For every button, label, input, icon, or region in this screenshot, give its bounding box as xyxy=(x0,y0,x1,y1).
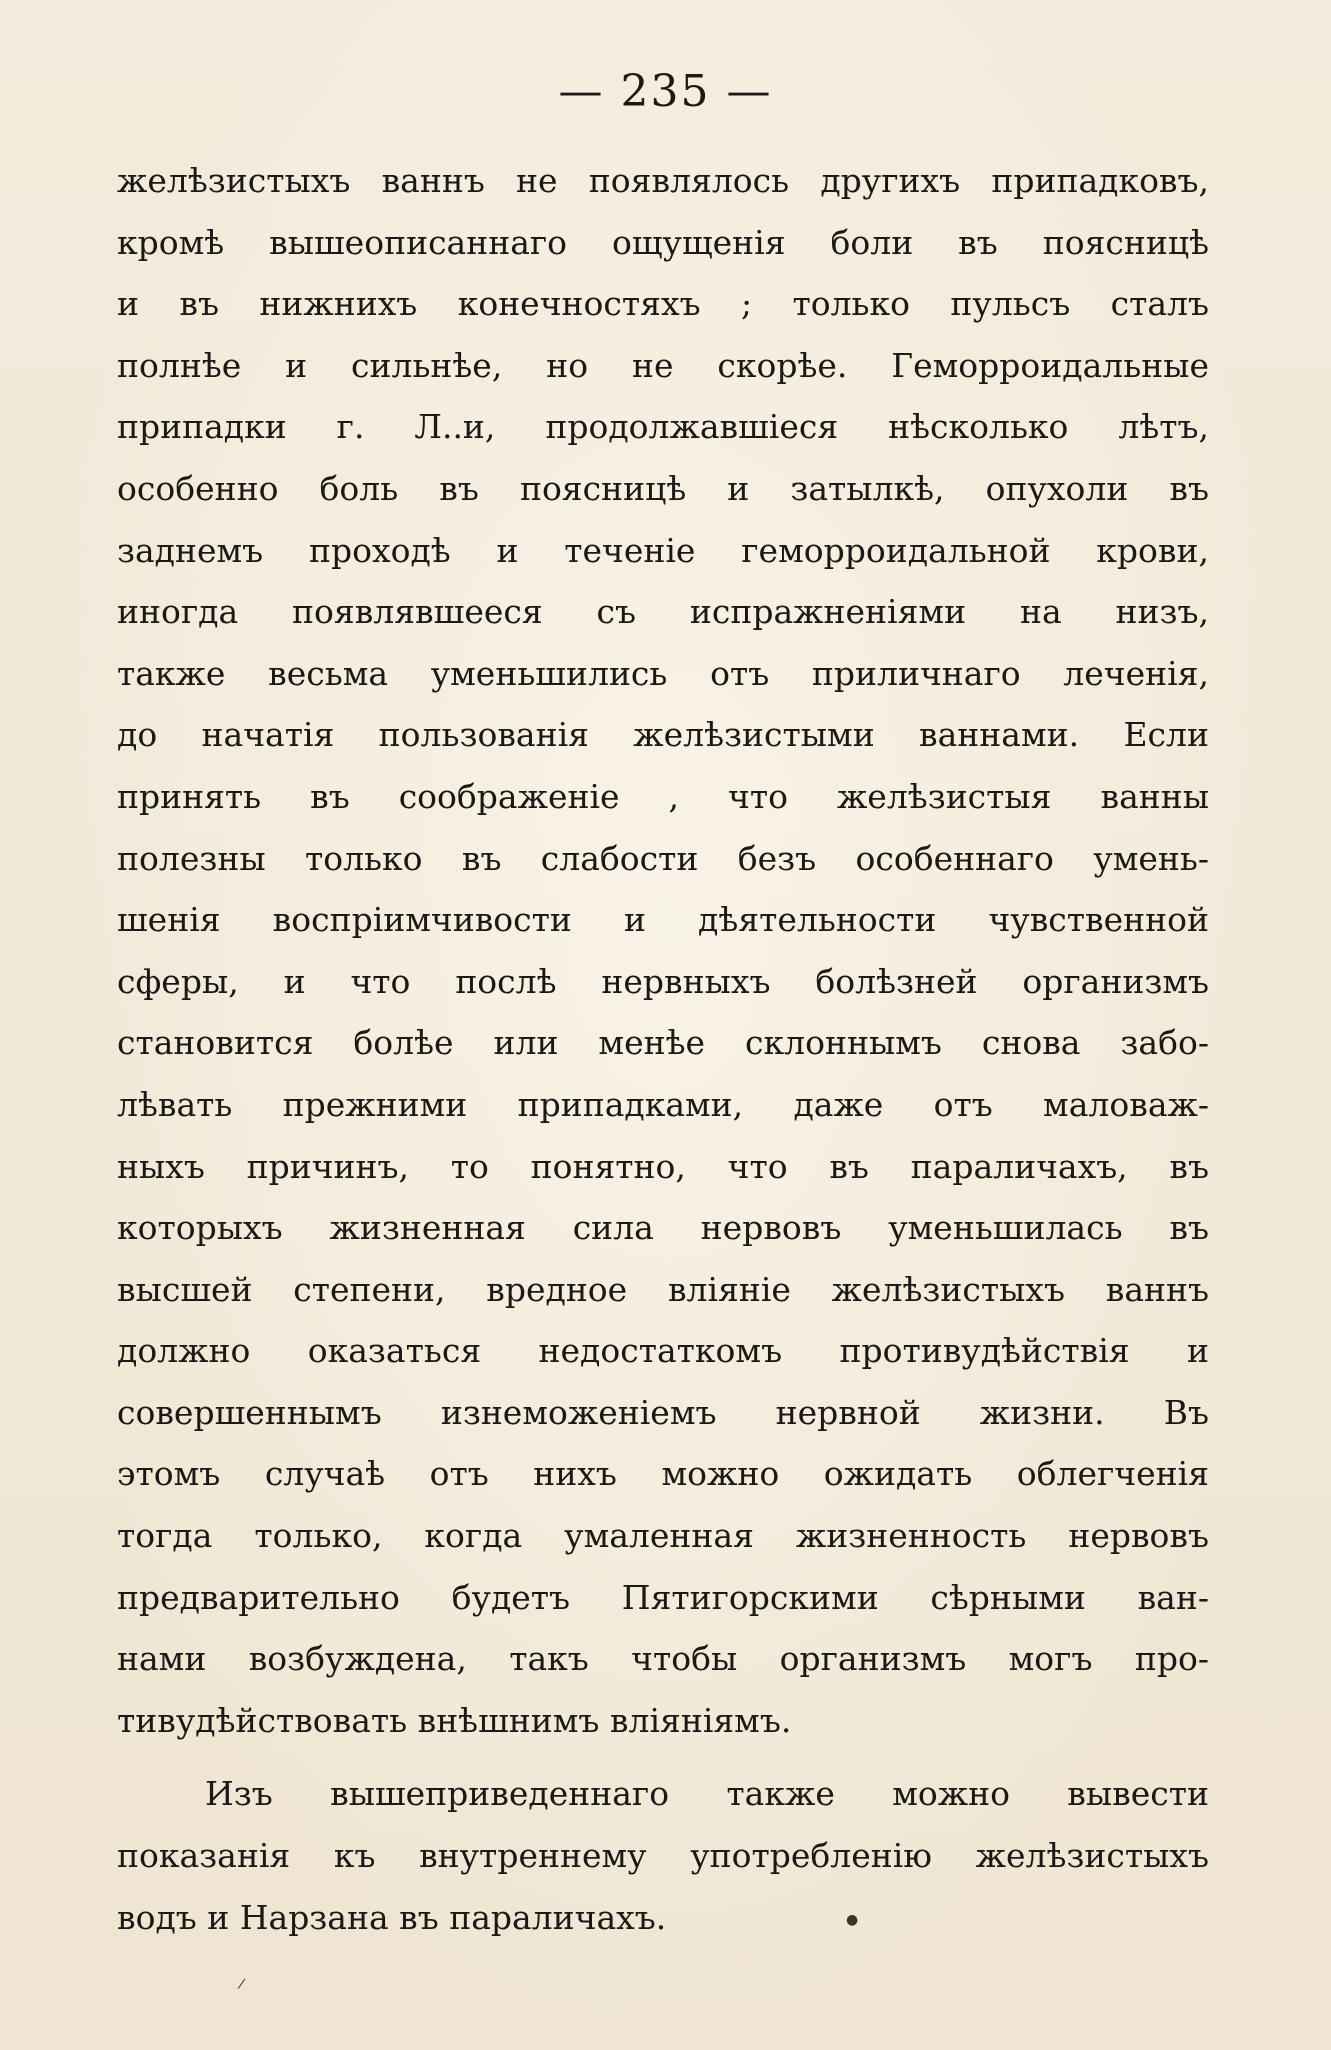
body-text xyxy=(117,150,1209,1948)
text-line: становится болѣе или менѣе склоннымъ снова забо- xyxy=(117,1023,1209,1063)
ink-speck: ● xyxy=(846,1912,859,1928)
text-line: полнѣе и сильнѣе, но не скорѣе. Геморроидальные xyxy=(117,345,1209,385)
text-line: заднемъ проходѣ и теченіе геморроидальной крови, xyxy=(117,530,1209,570)
text-line: припадки г. Л..и, продолжавшіеся нѣсколько лѣтъ, xyxy=(117,407,1209,447)
text-line: лѣвать прежними припадками, даже отъ маловаж- xyxy=(117,1084,1209,1124)
paragraph-gap xyxy=(117,1751,1209,1763)
text-line: которыхъ жизненная сила нервовъ уменьшилась въ xyxy=(117,1208,1209,1248)
paragraph-1 xyxy=(117,150,1209,1751)
text-line: и въ нижнихъ конечностяхъ ; только пульсъ сталъ xyxy=(117,284,1209,324)
text-line: принять въ соображеніе , что желѣзистыя ванны xyxy=(117,776,1209,816)
text-line: желѣзистыхъ ваннъ не появлялось другихъ припадковъ, xyxy=(117,161,1209,200)
ink-mark: | xyxy=(236,1976,248,1990)
text-line: полезны только въ слабости безъ особеннаго умень- xyxy=(117,838,1209,878)
text-line: Изъ вышеприведеннаго также можно вывести xyxy=(205,1774,1209,1814)
text-line: тивудѣйствовать внѣшнимъ вліяніямъ. xyxy=(117,1700,792,1740)
paragraph-2 xyxy=(117,1763,1209,1948)
text-line: также весьма уменьшились отъ приличнаго леченія, xyxy=(117,653,1209,693)
text-line: до начатія пользованія желѣзистыми ваннами. Если xyxy=(117,715,1209,755)
text-line: нами возбуждена, такъ чтобы организмъ могъ про- xyxy=(117,1639,1209,1679)
text-line: сферы, и что послѣ нервныхъ болѣзней организмъ xyxy=(117,961,1209,1001)
text-line: особенно боль въ поясницѣ и затылкѣ, опухоли въ xyxy=(117,468,1209,508)
text-line: шенія воспріимчивости и дѣятельности чувственной xyxy=(117,900,1209,940)
text-line: ныхъ причинъ, то понятно, что въ параличахъ, въ xyxy=(117,1146,1209,1186)
text-line: кромѣ вышеописаннаго ощущенія боли въ поясницѣ xyxy=(117,222,1209,262)
text-line: иногда появлявшееся съ испражненіями на низъ, xyxy=(117,592,1209,632)
text-line: тогда только, когда умаленная жизненность нервовъ xyxy=(117,1516,1209,1556)
page-number: — 235 — xyxy=(558,66,773,117)
text-line: предварительно будетъ Пятигорскими сѣрными ван- xyxy=(117,1577,1209,1617)
text-line: водъ и Нарзана въ параличахъ. xyxy=(117,1897,667,1937)
text-line: этомъ случаѣ отъ нихъ можно ожидать облегченія xyxy=(117,1454,1209,1494)
text-line: совершеннымъ изнеможеніемъ нервной жизни. Въ xyxy=(117,1392,1209,1432)
text-line: высшей степени, вредное вліяніе желѣзистыхъ ваннъ xyxy=(117,1269,1209,1309)
text-line: показанія къ внутреннему употребленію желѣзистыхъ xyxy=(117,1836,1209,1876)
text-line: должно оказаться недостаткомъ противудѣйствія и xyxy=(117,1331,1209,1371)
